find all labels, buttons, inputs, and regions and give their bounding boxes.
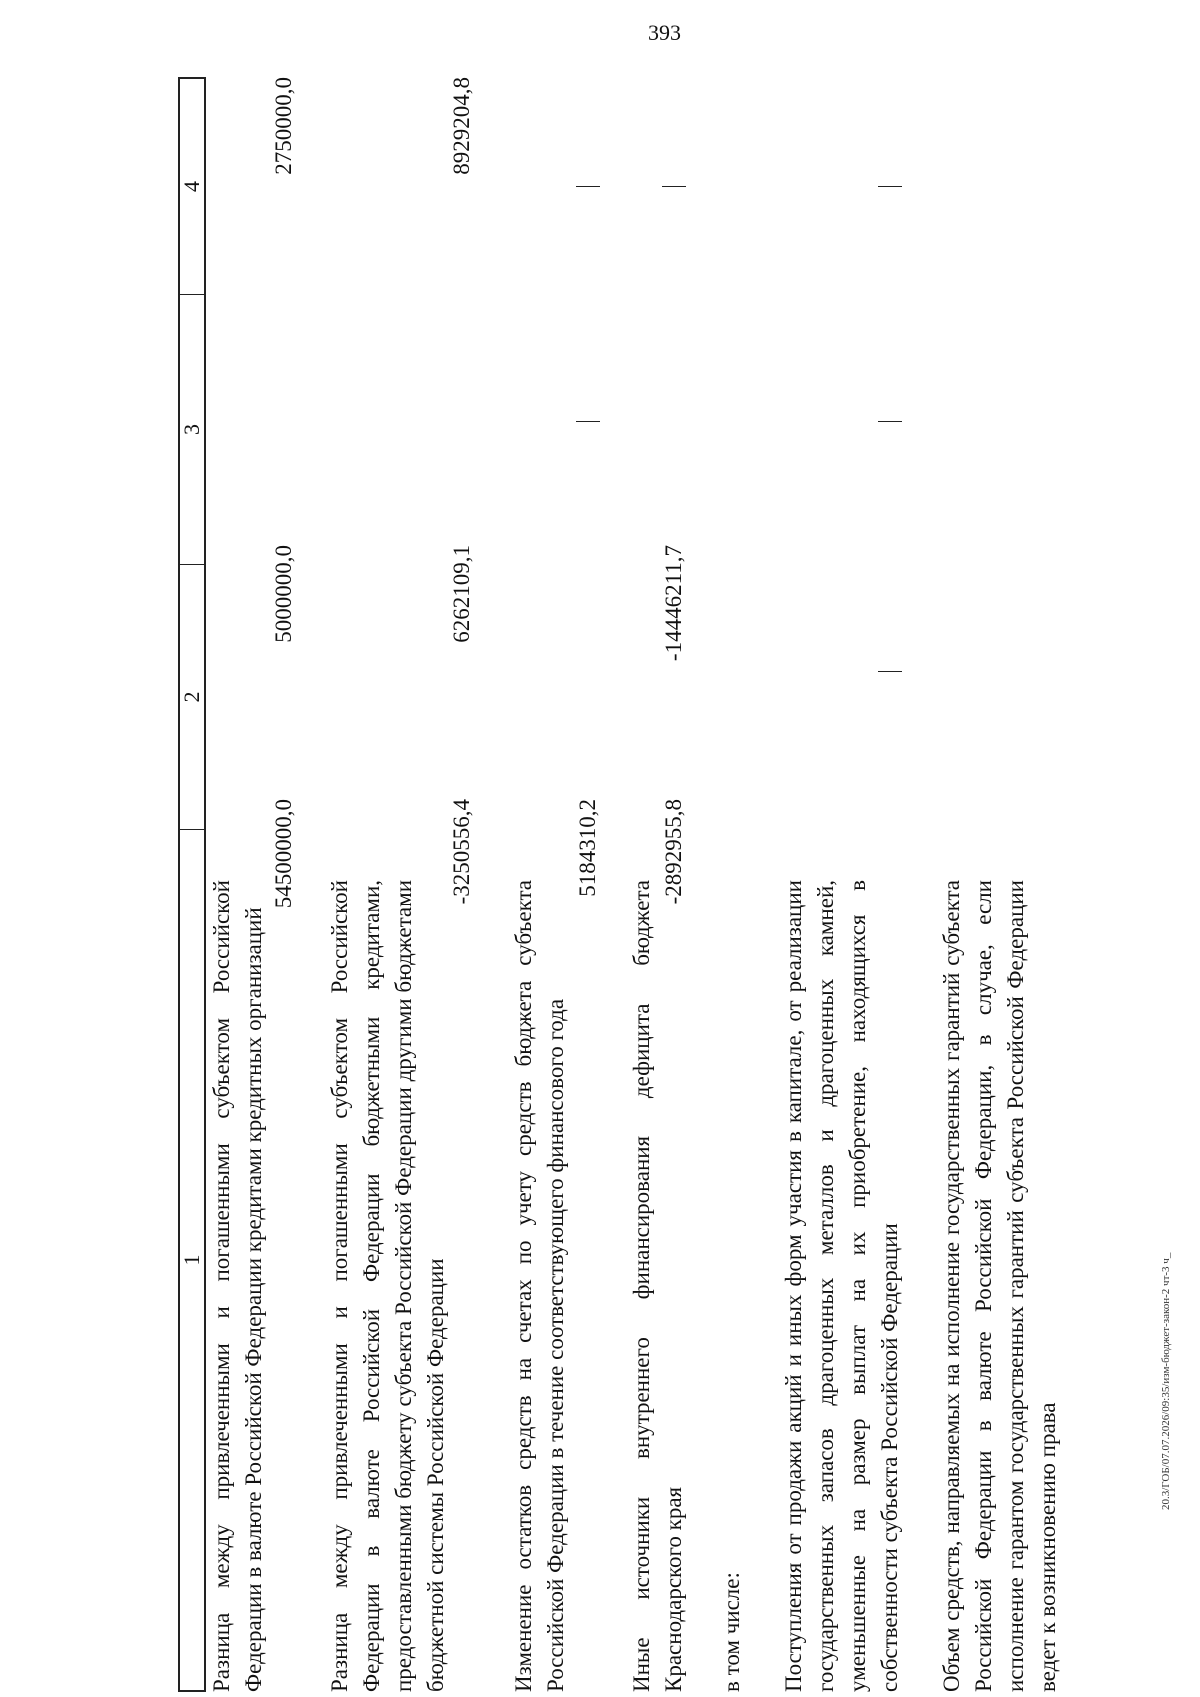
row-label: Объем средств, направляемых на исполнение государственных гарантий субъекта Российской Федерации в валюте Российской Федерации, в случае, если исполнение гарантом государственных гарантий субъекта Российской Федерации ведет к возникновению права xyxy=(939,880,1060,1692)
column-header-1: 1 xyxy=(179,1254,204,1266)
row-label: Разница между привлеченными и погашенными субъектом Российской Федерации в валюте Российской Федерации бюджетными кредитами, предоставленными бюджету субъекта Российской Федерации другими бюджетами бюджетной системы Российской Федерации xyxy=(327,880,448,1692)
budget-sources-table xyxy=(178,77,1138,1692)
row-label: Разница между привлеченными и погашенными субъектом Российской Федерации в валюте Российской Федерации кредитами кредитных организаций xyxy=(209,880,266,1692)
table-row xyxy=(936,77,1066,1692)
row-label: Иные источники внутреннего финансирования дефицита бюджета Краснодарского края xyxy=(629,880,686,1692)
column-header-3: 3 xyxy=(180,295,204,565)
row-label: Изменение остатков средств на счетах по учету средств бюджета субъекта Российской Федерации в течение соответствующего финансового года xyxy=(511,880,568,1692)
row-value-col2: 5184310,2 xyxy=(575,799,600,897)
row-label: в том числе: xyxy=(719,1572,744,1692)
row-value-col3: 5000000,0 xyxy=(271,545,296,643)
footer-document-code: 20.3/ГОБ/07.07.2026/09:35/изм-бюджет-закон-2 чт-3 ч_ xyxy=(1160,1252,1172,1510)
empty-dash-col2 xyxy=(876,658,904,682)
table-row xyxy=(626,77,694,1692)
empty-dash-col4 xyxy=(660,173,688,197)
row-value-col2: 54500000,0 xyxy=(271,799,296,909)
row-value-col2: -3250556,4 xyxy=(449,799,474,905)
empty-dash-col4 xyxy=(574,173,602,197)
empty-dash-col4 xyxy=(876,173,904,197)
table-row xyxy=(778,77,908,1692)
table-row xyxy=(324,77,484,1692)
row-value-col3: 6262109,1 xyxy=(449,545,474,643)
row-value-col4: 2750000,0 xyxy=(271,77,296,175)
table-header-row xyxy=(178,77,206,1692)
row-value-col4: 8929204,8 xyxy=(449,77,474,175)
column-header-2: 2 xyxy=(180,565,204,830)
table-row xyxy=(716,77,748,1692)
row-value-col3: -14446211,7 xyxy=(661,545,686,662)
empty-dash-col3 xyxy=(876,408,904,432)
page-number: 393 xyxy=(648,20,681,45)
table-row xyxy=(206,77,306,1692)
row-value-col2: -2892955,8 xyxy=(661,799,686,905)
row-label: Поступления от продажи акций и иных форм участия в капитале, от реализации государственных запасов драгоценных металлов и драгоценных камней, уменьшенные на размер выплат на их приобретение, находящихся в собственности субъекта Российской Федерации xyxy=(781,880,902,1692)
empty-dash-col3 xyxy=(574,408,602,432)
column-header-4: 4 xyxy=(180,79,204,295)
table-row xyxy=(508,77,608,1692)
